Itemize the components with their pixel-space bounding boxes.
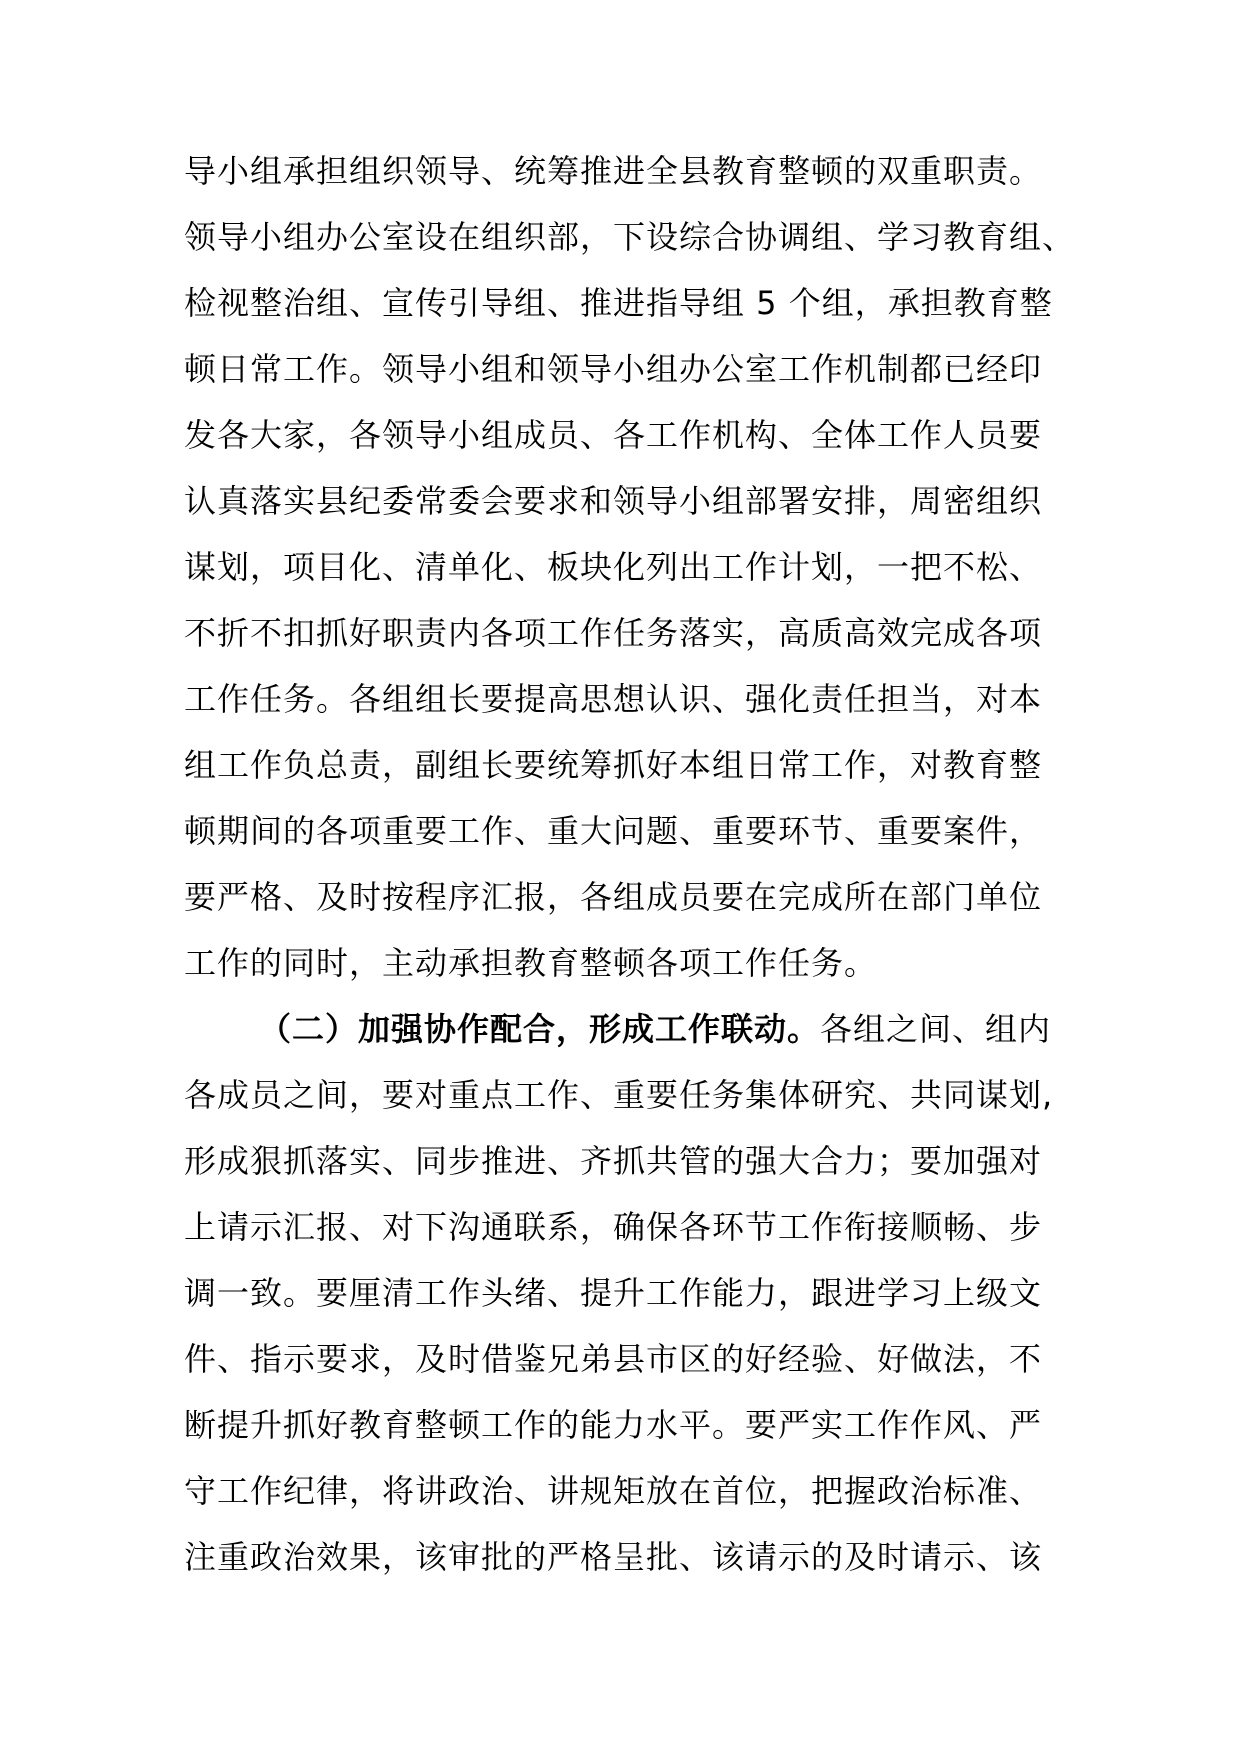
text-line: 件、指示要求，及时借鉴兄弟县市区的好经验、好做法，不 bbox=[184, 1340, 1043, 1378]
text-line: 认真落实县纪委常委会要求和领导小组部署安排，周密组织 bbox=[184, 482, 1043, 520]
text-line: 顿期间的各项重要工作、重大问题、重要环节、重要案件， bbox=[184, 812, 1043, 850]
text-line: 调一致。要厘清工作头绪、提升工作能力，跟进学习上级文 bbox=[184, 1274, 1043, 1312]
text-line: 发各大家，各领导小组成员、各工作机构、全体工作人员要 bbox=[184, 416, 1043, 454]
text-line: 组工作负总责，副组长要统筹抓好本组日常工作，对教育整 bbox=[184, 746, 1043, 784]
text-line: 工作的同时，主动承担教育整顿各项工作任务。 bbox=[184, 944, 878, 982]
text-line: 工作任务。各组组长要提高思想认识、强化责任担当，对本 bbox=[184, 680, 1043, 718]
section-heading: （二）加强协作配合，形成工作联动。 bbox=[259, 1010, 821, 1048]
text-line: 形成狠抓落实、同步推进、齐抓共管的强大合力；要加强对 bbox=[184, 1142, 1043, 1180]
text-line: 守工作纪律，将讲政治、讲规矩放在首位，把握政治标准、 bbox=[184, 1472, 1043, 1510]
text-line: 谋划，项目化、清单化、板块化列出工作计划，一把不松、 bbox=[184, 548, 1043, 586]
text-line: 导小组承担组织领导、统筹推进全县教育整顿的双重职责。 bbox=[184, 152, 1043, 190]
text-line: 注重政治效果，该审批的严格呈批、该请示的及时请示、该 bbox=[184, 1538, 1043, 1576]
text-line: 上请示汇报、对下沟通联系，确保各环节工作衔接顺畅、步 bbox=[184, 1208, 1043, 1246]
text-line: 领导小组办公室设在组织部，下设综合协调组、学习教育组、 bbox=[184, 218, 1076, 256]
text-line: 要严格、及时按程序汇报，各组成员要在完成所在部门单位 bbox=[184, 878, 1043, 916]
body-text bbox=[184, 138, 1084, 1590]
text-line: 断提升抓好教育整顿工作的能力水平。要严实工作作风、严 bbox=[184, 1406, 1043, 1444]
paragraph-2 bbox=[184, 996, 1084, 1590]
paragraph-1 bbox=[184, 138, 1084, 996]
text-line: 检视整治组、宣传引导组、推进指导组 5 个组，承担教育整 bbox=[184, 284, 1053, 322]
text-line bbox=[184, 996, 1084, 1062]
heading-continuation: 各组之间、组内 bbox=[820, 1010, 1052, 1048]
text-line: 不折不扣抓好职责内各项工作任务落实，高质高效完成各项 bbox=[184, 614, 1043, 652]
text-line: 顿日常工作。领导小组和领导小组办公室工作机制都已经印 bbox=[184, 350, 1043, 388]
text-line: 各成员之间，要对重点工作、重要任务集体研究、共同谋划, bbox=[184, 1076, 1054, 1114]
